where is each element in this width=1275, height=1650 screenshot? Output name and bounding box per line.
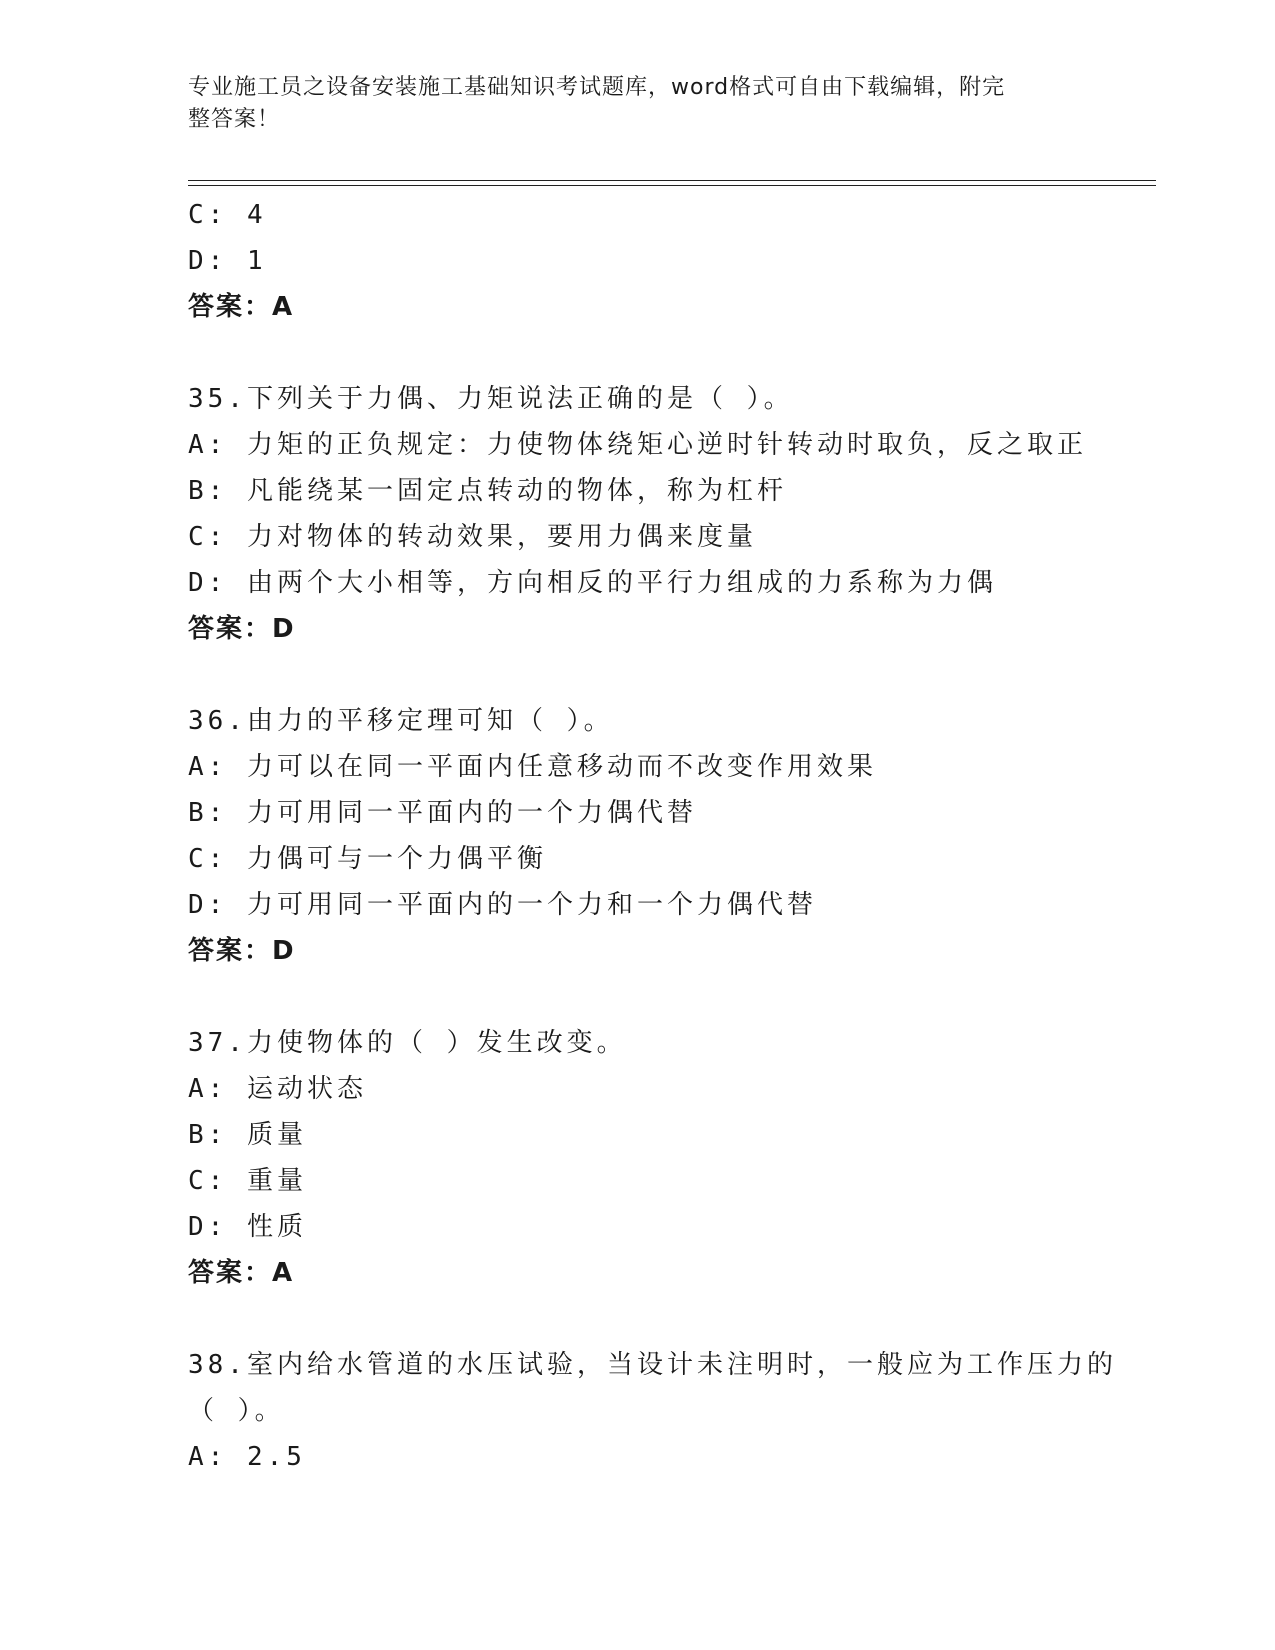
option-d: D: 1: [188, 246, 267, 276]
answer: 答案：D: [188, 614, 296, 644]
question-36: 36.由力的平移定理可知（ ）。: [188, 706, 614, 736]
option-c: C: 力对物体的转动效果，要用力偶来度量: [188, 522, 757, 552]
question-37: 37.力使物体的（ ）发生改变。: [188, 1028, 627, 1058]
option-a: A: 力可以在同一平面内任意移动而不改变作用效果: [188, 752, 877, 782]
option-b: B: 凡能绕某一固定点转动的物体，称为杠杆: [188, 476, 787, 506]
header-divider-top: [188, 180, 1156, 181]
answer: 答案：A: [188, 292, 295, 322]
option-b: B: 力可用同一平面内的一个力偶代替: [188, 798, 697, 828]
spacer: [188, 330, 1156, 376]
header-title-line-2: 整答案！: [188, 107, 281, 132]
option-a: A: 2.5: [188, 1442, 306, 1472]
spacer: [188, 652, 1156, 698]
option-c: C: 重量: [188, 1166, 307, 1196]
option-a: A: 运动状态: [188, 1074, 367, 1104]
header-title-line-1: 专业施工员之设备安装施工基础知识考试题库，word格式可自由下载编辑，附完: [188, 75, 1006, 100]
spacer: [188, 974, 1156, 1020]
option-c: C: 4: [188, 200, 267, 230]
document-header: [188, 72, 1068, 136]
option-d: D: 由两个大小相等，方向相反的平行力组成的力系称为力偶: [188, 568, 997, 598]
question-38-continued: （ ）。: [188, 1396, 285, 1426]
question-38: 38.室内给水管道的水压试验，当设计未注明时，一般应为工作压力的: [188, 1350, 1117, 1380]
option-c: C: 力偶可与一个力偶平衡: [188, 844, 547, 874]
option-d: D: 性质: [188, 1212, 307, 1242]
option-a: A: 力矩的正负规定：力使物体绕矩心逆时针转动时取负，反之取正: [188, 430, 1087, 460]
header-divider-bottom: [188, 185, 1156, 186]
question-list: [188, 192, 1156, 1480]
spacer: [188, 1296, 1156, 1342]
answer: 答案：D: [188, 936, 296, 966]
question-35: 35.下列关于力偶、力矩说法正确的是（ ）。: [188, 384, 794, 414]
answer: 答案：A: [188, 1258, 295, 1288]
option-b: B: 质量: [188, 1120, 307, 1150]
option-d: D: 力可用同一平面内的一个力和一个力偶代替: [188, 890, 817, 920]
